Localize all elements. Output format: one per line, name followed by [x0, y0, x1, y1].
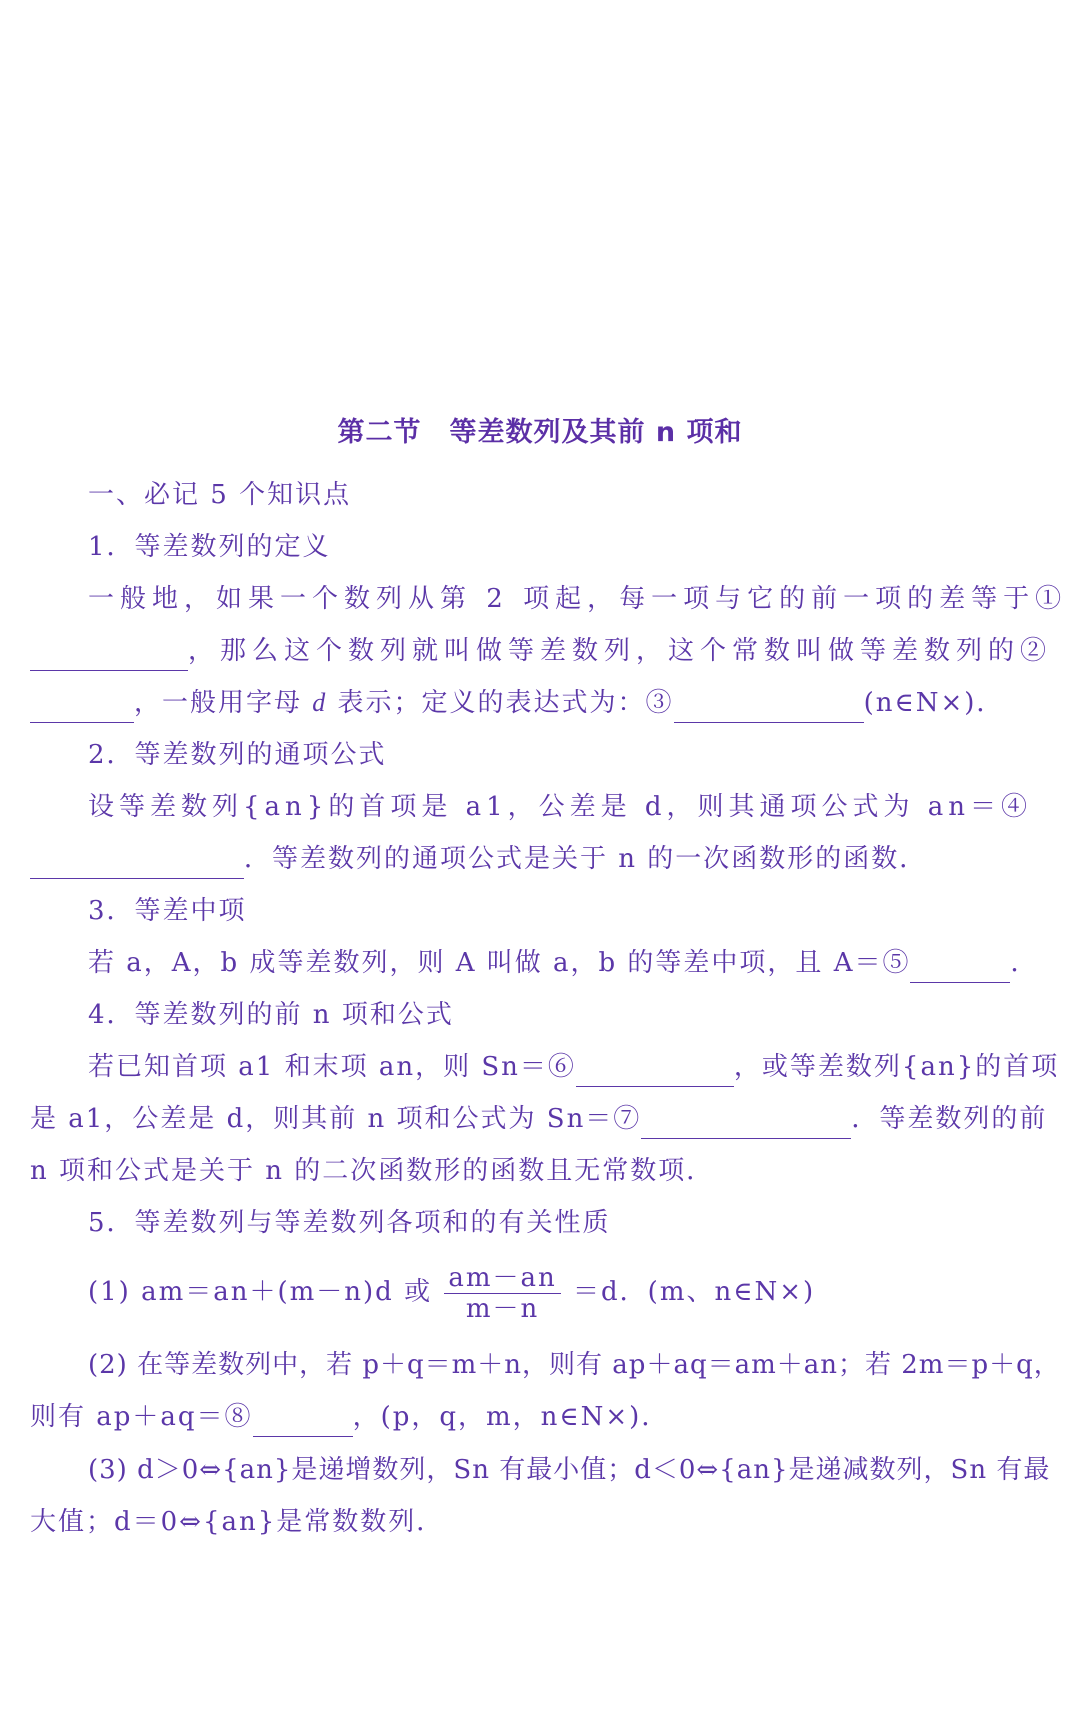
p5-prop2-line2a: 则有 ap＋aq＝⑧	[30, 1402, 253, 1432]
p4-line2b: ．等差数列的前	[851, 1104, 1048, 1134]
p1-line3: ，一般用字母 d 表示；定义的表达式为：③ (n∈N×)．	[30, 683, 1050, 723]
p5-prop1	[88, 1262, 1050, 1324]
p4-line1	[88, 1047, 1060, 1087]
item-heading-2: 2．等差数列的通项公式	[88, 740, 387, 770]
section-heading: 一、必记 5 个知识点	[88, 480, 352, 510]
item-heading-1: 1．等差数列的定义	[88, 532, 331, 562]
blank-3[interactable]	[674, 692, 864, 723]
p5-prop1-pre: (1) am＝an＋(m－n)d 或	[88, 1277, 433, 1307]
blank-7[interactable]	[641, 1108, 851, 1139]
item-heading-5: 5．等差数列与等差数列各项和的有关性质	[88, 1208, 611, 1238]
p5-prop2-line1: (2) 在等差数列中，若 p＋q＝m＋n，则有 ap＋aq＝am＋an；若 2m＝p＋q，	[88, 1350, 1061, 1380]
p4-line2	[30, 1099, 1050, 1139]
blank-2[interactable]	[30, 692, 134, 723]
item-heading-3: 3．等差中项	[88, 896, 247, 926]
p1-line1: 一般地，如果一个数列从第 2 项起，每一项与它的前一项的差等于①	[88, 584, 1068, 614]
fraction	[444, 1263, 560, 1324]
p1-line2	[30, 631, 1053, 671]
p1-line3c: (n∈N×)．	[863, 688, 1005, 718]
p4-line1a: 若已知首项 a1 和末项 an，则 Sn＝⑥	[88, 1052, 576, 1082]
blank-8[interactable]	[253, 1406, 353, 1437]
item-heading-4: 4．等差数列的前 n 项和公式	[88, 1000, 454, 1030]
p4-line2a: 是 a1，公差是 d，则其前 n 项和公式为 Sn＝⑦	[30, 1104, 642, 1134]
fraction-numerator: am－an	[444, 1263, 560, 1294]
p5-prop3-line1: (3) d＞0⇔{an}是递增数列，Sn 有最小值；d＜0⇔{an}是递减数列，Sn 有最	[88, 1455, 1051, 1485]
p2-line2-text: ．等差数列的通项公式是关于 n 的一次函数形的函数．	[244, 844, 928, 874]
p3-end: ．	[1010, 948, 1039, 978]
p4-line1b: ，或等差数列{an}的首项	[733, 1052, 1060, 1082]
page-title: 第二节 等差数列及其前 n 项和	[337, 417, 743, 448]
p5-prop3-line2: 大值；d＝0⇔{an}是常数数列．	[30, 1507, 445, 1537]
p1-line3b: 表示；定义的表达式为：③	[337, 688, 674, 718]
fraction-denominator: m－n	[465, 1293, 540, 1324]
p5-prop2-line2	[30, 1397, 1050, 1437]
p3-line1	[88, 943, 1050, 983]
blank-5[interactable]	[910, 952, 1010, 983]
p1-line2-text: ，那么这个数列就叫做等差数列，这个常数叫做等差数列的②	[188, 636, 1053, 666]
blank-4[interactable]	[30, 848, 244, 879]
p2-line1: 设等差数列{an}的首项是 a1，公差是 d，则其通项公式为 an＝④	[88, 792, 1033, 822]
p2-line2	[30, 839, 1050, 879]
blank-1[interactable]	[30, 640, 188, 671]
p4-line3: n 项和公式是关于 n 的二次函数形的函数且无常数项．	[30, 1156, 715, 1186]
p1-line3a: ，一般用字母	[134, 688, 303, 718]
blank-6[interactable]	[576, 1056, 734, 1087]
p5-prop2-line2b: ，(p，q，m，n∈N×)．	[352, 1402, 670, 1432]
p3-line1-text: 若 a，A，b 成等差数列，则 A 叫做 a，b 的等差中项，且 A＝⑤	[88, 948, 911, 978]
p5-prop1-post: ＝d．(m、n∈N×)	[573, 1277, 816, 1307]
